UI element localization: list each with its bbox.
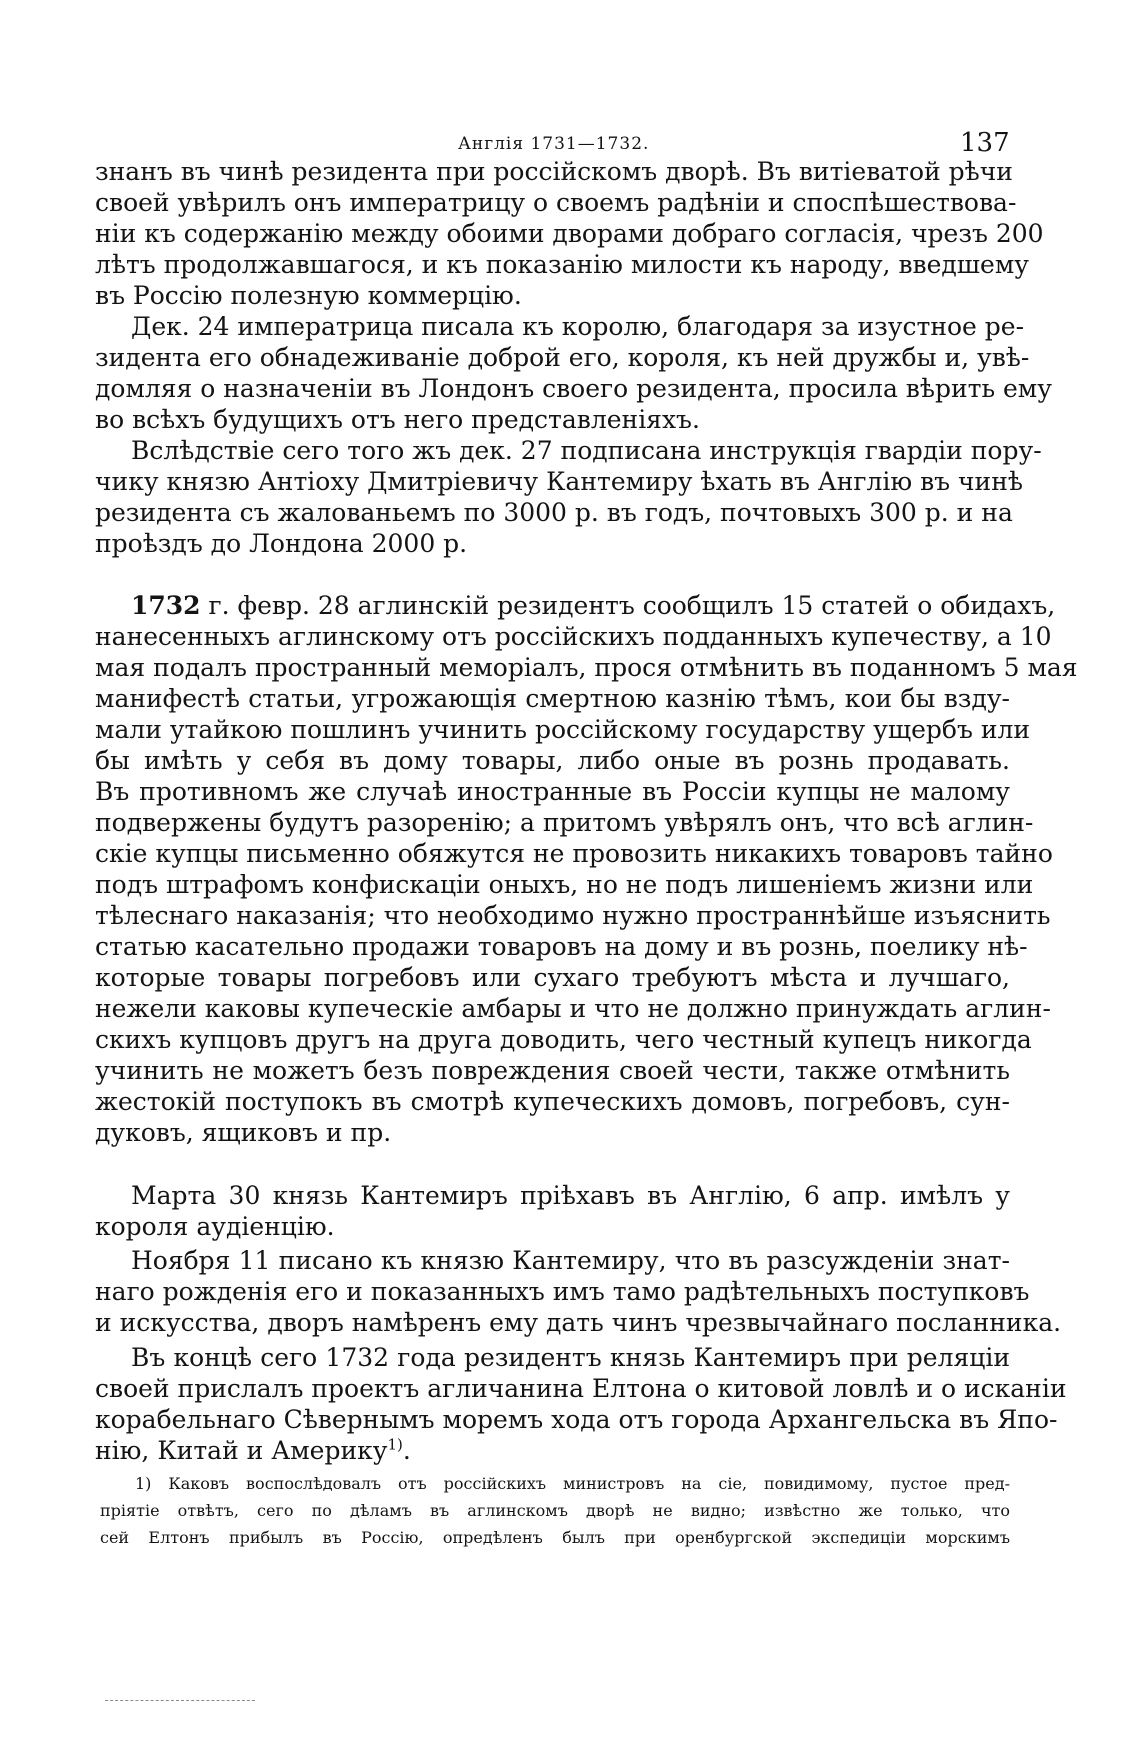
- text-line: бы имѣть у себя въ дому товары, либо оные въ рознь продавать.: [95, 746, 1010, 775]
- text-line: Марта 30 князь Кантемиръ пріѣхавъ въ Англію, 6 апр. имѣлъ у: [131, 1181, 1010, 1210]
- text-line: нежели каковы купеческіе амбары и что не должно принуждать аглин-: [95, 994, 1051, 1023]
- text-line: и искусства, дворъ намѣренъ ему дать чинъ чрезвычайнаго посланника.: [95, 1308, 1062, 1337]
- text-line: корабельнаго Сѣвернымъ моремъ хода отъ города Архангельска въ Япо-: [95, 1405, 1058, 1434]
- footnote-line: пріятіе отвѣтъ, сего по дѣламъ въ аглинскомъ дворѣ не видно; извѣстно же только, что: [100, 1501, 1010, 1520]
- text-line: домляя о назначеніи въ Лондонъ своего резидента, просила вѣрить ему: [95, 374, 1052, 403]
- text-line: лѣтъ продолжавшагося, и къ показанію милости къ народу, введшему: [95, 250, 1029, 279]
- text-line: своей увѣрилъ онъ императрицу о своемъ радѣніи и споспѣшествова-: [95, 188, 1017, 217]
- text-line: мали утайкою пошлинъ учинить россійскому государству ущербъ или: [95, 715, 1031, 744]
- page-number: 137: [960, 128, 1010, 158]
- text-line: резидента съ жалованьемъ по 3000 р. въ годъ, почтовыхъ 300 р. и на: [95, 498, 1013, 527]
- footnote-line: сей Елтонъ прибылъ въ Россію, опредѣленъ былъ при оренбургской экспедиціи морскимъ: [100, 1528, 1010, 1547]
- text-line: дуковъ, ящиковъ и пр.: [95, 1118, 392, 1147]
- text-line: Ноября 11 писано къ князю Кантемиру, что въ разсужденіи знат-: [131, 1246, 1010, 1275]
- running-title: Англія 1731—1732.: [458, 134, 650, 154]
- paragraph-continuation: [95, 156, 1044, 311]
- text-line: статью касательно продажи товаровъ на дому и въ рознь, поелику нѣ-: [95, 932, 1028, 961]
- year-heading: 1732: [131, 591, 201, 620]
- text-line: нанесенныхъ аглинскому отъ россійскихъ подданныхъ купечеству, а 10: [95, 622, 1052, 651]
- paragraph-march-30: [95, 1180, 1010, 1242]
- text-line: знанъ въ чинѣ резидента при россійскомъ дворѣ. Въ витіеватой рѣчи: [95, 157, 1013, 186]
- text-line: подвержены будутъ разоренію; а притомъ увѣрялъ онъ, что всѣ аглин-: [95, 808, 1034, 837]
- footnote-line: 1) Каковъ воспослѣдовалъ отъ россійскихъ министровъ на сіе, повидимому, пустое пред-: [135, 1474, 1010, 1493]
- text-line: Дек. 24 императрица писала къ королю, благодаря за изустное ре-: [131, 312, 1025, 341]
- text-line: манифестѣ статьи, угрожающія смертною казнію тѣмъ, кои бы взду-: [95, 684, 1010, 713]
- paragraph-end-of-1732: [95, 1342, 1067, 1466]
- text-line: Въ противномъ же случаѣ иностранные въ Россіи купцы не малому: [95, 777, 1010, 806]
- footnote-separator: [105, 1700, 255, 1701]
- text-line: учинить не можетъ безъ повреждения своей чести, также отмѣнить: [95, 1056, 1010, 1085]
- footnote: [100, 1470, 1010, 1551]
- paragraph-dec-24: [95, 311, 1052, 435]
- paragraph-1732: [95, 590, 1078, 1148]
- text-line-rest: г. февр. 28 аглинскій резидентъ сообщилъ 15 статей о обидахъ,: [208, 591, 1056, 620]
- text-line: своей прислалъ проектъ агличанина Елтона о китовой ловлѣ и о исканіи: [95, 1374, 1067, 1403]
- text-line: скіе купцы письменно обяжутся не провозить никакихъ товаровъ тайно: [95, 839, 1053, 868]
- paragraph-dec-27: [95, 435, 1042, 559]
- text-line: зидента его обнадеживаніе доброй его, короля, къ ней дружбы и, увѣ-: [95, 343, 1030, 372]
- paragraph-november-11: [95, 1245, 1062, 1338]
- footnote-reference[interactable]: 1): [387, 1435, 403, 1454]
- text-line: тѣлеснаго наказанія; что необходимо нужно пространнѣйше изъяснить: [95, 901, 1051, 930]
- text-line-content: нію, Китай и Америку: [95, 1436, 388, 1465]
- text-line: чику князю Антіоху Дмитріевичу Кантемиру ѣхать въ Англію въ чинѣ: [95, 467, 1023, 496]
- text-line: короля аудіенцію.: [95, 1212, 335, 1241]
- text-line: [95, 1435, 1010, 1466]
- text-line: во всѣхъ будущихъ отъ него представленіяхъ.: [95, 405, 700, 434]
- text-line: Вслѣдствіе сего того жъ дек. 27 подписана инструкція гвардіи пору-: [131, 436, 1042, 465]
- text-line: которые товары погребовъ или сухаго требуютъ мѣста и лучшаго,: [95, 963, 1010, 992]
- text-line: наго рожденія его и показанныхъ имъ тамо радѣтельныхъ поступковъ: [95, 1277, 1030, 1306]
- text-line: ніи къ содержанію между обоими дворами добраго согласія, чрезъ 200: [95, 219, 1044, 248]
- text-line: Въ концѣ сего 1732 года резидентъ князь Кантемиръ при реляціи: [131, 1343, 1010, 1372]
- text-line: [95, 590, 1056, 621]
- text-line: мая подалъ пространный меморіалъ, прося отмѣнить въ поданномъ 5 мая: [95, 653, 1078, 682]
- text-line: подъ штрафомъ конфискаціи оныхъ, но не подъ лишеніемъ жизни или: [95, 870, 1034, 899]
- text-line: въ Россію полезную коммерцію.: [95, 281, 522, 310]
- text-line: проѣздъ до Лондона 2000 р.: [95, 529, 468, 558]
- text-line: скихъ купцовъ другъ на друга доводить, чего честный купецъ никогда: [95, 1025, 1032, 1054]
- text-line: жестокій поступокъ въ смотрѣ купеческихъ домовъ, погребовъ, сун-: [95, 1087, 1010, 1116]
- text-line-end: .: [402, 1436, 411, 1465]
